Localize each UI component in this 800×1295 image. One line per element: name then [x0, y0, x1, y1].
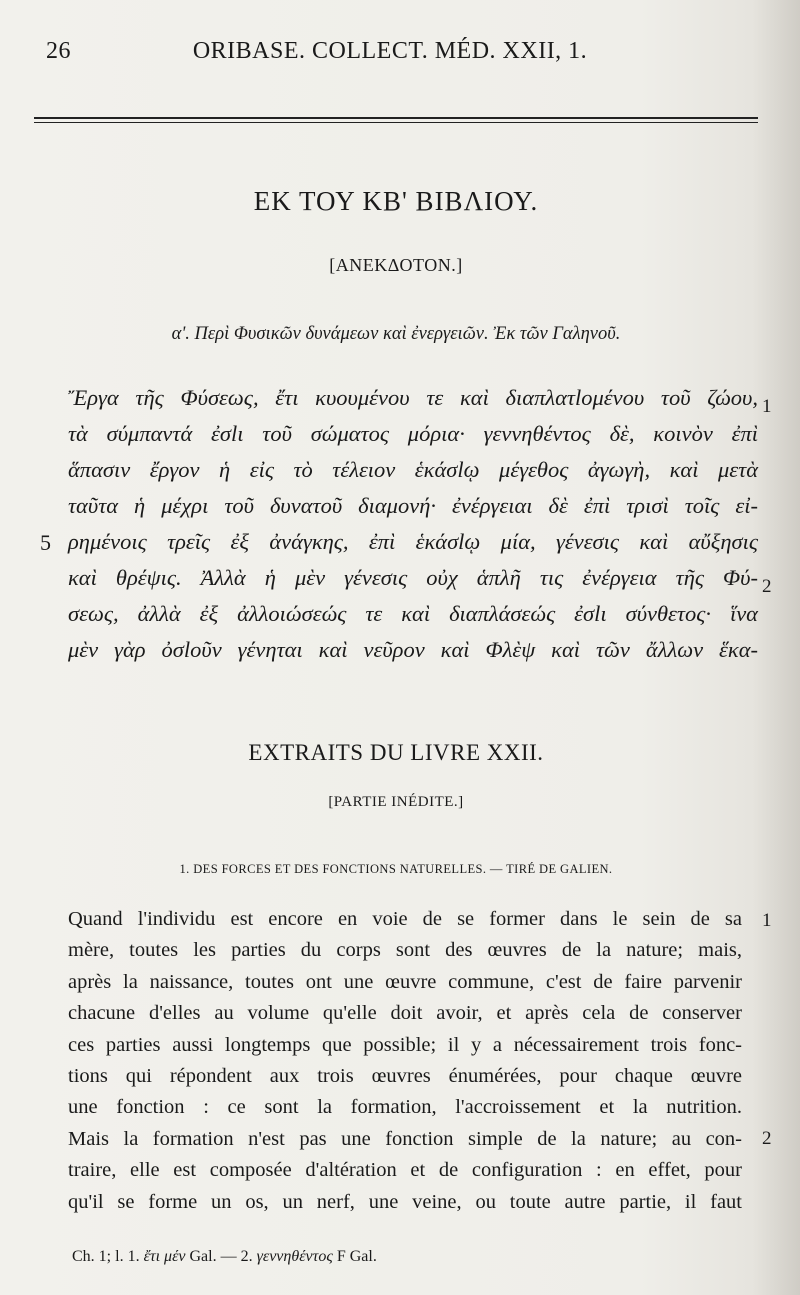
footnote-mid: Gal. — 2. [189, 1248, 253, 1265]
french-chapter-heading: 1. DES FORCES ET DES FONCTIONS NATURELLES. — TIRÉ DE GALIEN. [179, 862, 613, 876]
french-line: traire, elle est composée d'altération et de configuration : en effet, pour [68, 1159, 742, 1182]
header-rule-thin [34, 122, 758, 123]
french-line: mère, toutes les parties du corps sont des œuvres de la nature; mais, [68, 939, 742, 962]
footnote-ref: Ch. 1; l. 1. [72, 1248, 140, 1265]
footnote [72, 1248, 752, 1266]
french-margin-note-1: 1 [762, 910, 772, 931]
french-line: qu'il se forme un os, un nerf, une veine, ou toute autre partie, il faut [68, 1190, 742, 1213]
greek-margin-note-1: 1 [762, 396, 772, 417]
running-title: ORIBASE. COLLECT. MÉD. XXII, 1. [192, 38, 588, 64]
french-line: Quand l'individu est encore en voie de se former dans le sein de sa [68, 908, 742, 930]
greek-line: Ἔργα τῆς Φύσεως, ἔτι κυουμένου τε καὶ διαπλατlομένου τοῦ ζώου, [68, 385, 758, 410]
greek-line: ρημένοις τρεῖς ἐξ ἀνάγκης, ἐπὶ ἑκάσlῳ μία, γένεσις καὶ αὔξησις [68, 529, 758, 554]
greek-margin-note-2: 2 [762, 576, 772, 597]
running-header [40, 38, 740, 68]
greek-line: καὶ θρέψις. Ἀλλὰ ἡ μὲν γένεσις οὐχ ἁπλῆ τις ἐνέργεια τῆς Φύ- [68, 565, 758, 590]
footnote-greek-variant-1: ἔτι μέν [143, 1248, 186, 1265]
french-margin-note-2: 2 [762, 1128, 772, 1149]
french-subtitle: [PARTIE INÉDITE.] [328, 794, 464, 810]
french-line: ces parties aussi longtemps que possible; il y a nécessairement trois fonc- [68, 1033, 742, 1056]
french-line: après la naissance, toutes ont une œuvre commune, c'est de faire parvenir [68, 970, 742, 993]
header-rule-thick [34, 117, 758, 119]
footnote-source: F Gal. [336, 1248, 377, 1265]
french-line: chacune d'elles au volume qu'elle doit avoir, et après cela de conserver [68, 1002, 742, 1025]
french-book-title: EXTRAITS DU LIVRE XXII. [248, 740, 544, 765]
french-line: Mais la formation n'est pas une fonction simple de la nature; au con- [68, 1127, 742, 1150]
greek-chapter-heading: α'. Περὶ Φυσικῶν δυνάμεων καὶ ἐνεργειῶν. Ἐκ τῶν Γαληνοῦ. [171, 324, 621, 344]
greek-line: ταῦτα ἡ μέχρι τοῦ δυνατοῦ διαμονή· ἐνέργειαι δὲ ἐπὶ τρισὶ τοῖς εἰ- [68, 493, 758, 518]
french-line: une fonction : ce sont la formation, l'accroissement et la nutrition. [68, 1096, 742, 1119]
greek-line: τὰ σύμπαντά ἐσlι τοῦ σώματος μόρια· γεννηθέντος δὲ, κοινὸν ἐπὶ [68, 421, 758, 446]
greek-line: σεως, ἀλλὰ ἐξ ἀλλοιώσεώς τε καὶ διαπλάσεώς ἐσlι σύνθετος· ἵνα [68, 601, 758, 626]
french-line: tions qui répondent aux trois œuvres énumérées, pour chaque œuvre [68, 1064, 742, 1087]
page-number: 26 [46, 38, 71, 64]
greek-line: μὲν γὰρ ὀσlοῦν γένηται καὶ νεῦρον καὶ Φλὲψ καὶ τῶν ἄλλων ἕκα- [68, 637, 758, 662]
footnote-greek-variant-2: γεννηθέντος [256, 1248, 333, 1265]
line-number-5: 5 [40, 530, 51, 555]
greek-subtitle: [ΑΝΕΚΔΟΤΟΝ.] [329, 255, 463, 275]
greek-line: ἅπασιν ἔργον ἡ εἰς τὸ τέλειον ἑκάσlῳ μέγεθος ἀγωγὴ, καὶ μετὰ [68, 457, 758, 482]
greek-text [68, 380, 758, 668]
greek-book-title: ΕΚ ΤΟΥ ΚΒ' ΒΙΒΛΙΟΥ. [253, 186, 539, 216]
french-text [68, 904, 742, 1218]
